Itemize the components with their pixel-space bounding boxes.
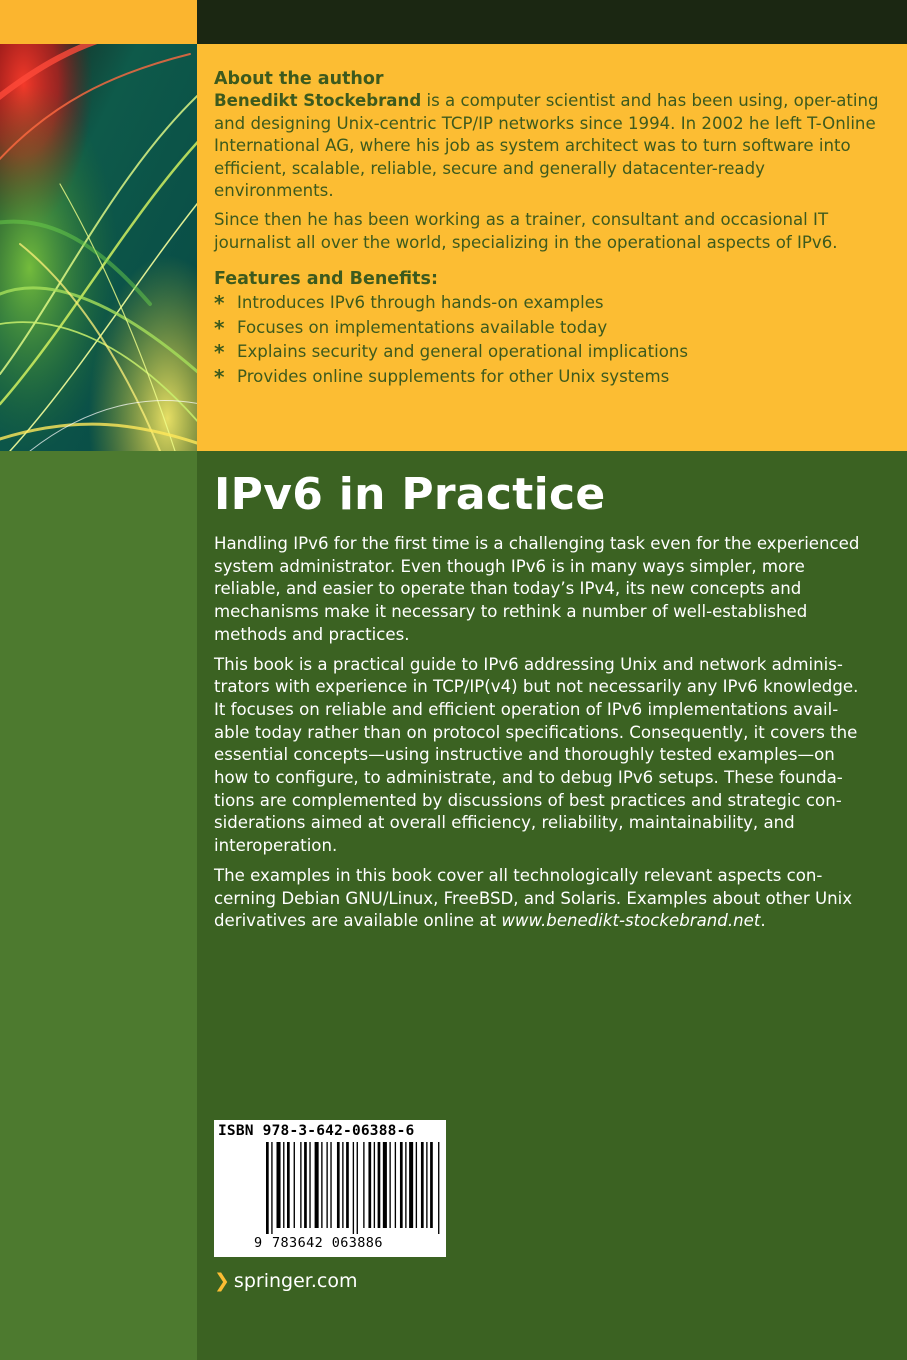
feature-item — [214, 316, 887, 341]
barcode-bar — [283, 1142, 284, 1228]
author-bio-text: is a computer scientist and has been using, oper-ating and designing Unix-centric TCP/IP networks since 1994. In 2002 he left T-Online International AG, where his job as system architect was to turn software into efficient, scalable, reliable, secure and generally datacenter-ready environments. — [214, 91, 879, 201]
barcode-bar — [357, 1142, 358, 1234]
barcode-bars — [266, 1142, 442, 1234]
publisher-link[interactable] — [214, 1269, 357, 1293]
features-heading — [214, 268, 887, 290]
barcode-bar — [426, 1142, 427, 1228]
barcode-bar — [271, 1142, 272, 1234]
author-website-link[interactable]: www.benedikt-stockebrand.net — [501, 911, 761, 931]
main-panel — [197, 451, 907, 1360]
barcode-bar — [346, 1142, 349, 1228]
author-bio-paragraph-1 — [214, 90, 887, 203]
features-heading-colon: : — [430, 269, 438, 290]
barcode-bar — [438, 1142, 439, 1234]
features-list — [214, 291, 887, 389]
barcode-bar — [395, 1142, 396, 1228]
barcode-bar — [321, 1142, 322, 1228]
barcode-bar — [326, 1142, 327, 1228]
barcode-bar — [374, 1142, 375, 1228]
light-streaks-image — [0, 44, 197, 451]
barcode-bar — [405, 1142, 406, 1228]
barcode-bar — [378, 1142, 381, 1228]
barcode-bar — [383, 1142, 387, 1228]
barcode-bar — [421, 1142, 424, 1228]
feature-item — [214, 365, 887, 390]
asterisk-bullet-icon: * — [214, 315, 225, 340]
top-dark-band — [197, 0, 907, 44]
author-bio — [214, 90, 887, 254]
description-paragraph-1: Handling IPv6 for the first time is a challenging task even for the experienced system administrator. Even though IPv6 is in many ways simpler, more reliable, and easier to operate than today’s IPv4, its new concepts and mechanisms make it necessary to rethink a number of well-established methods and practices. — [214, 534, 860, 644]
description-paragraph-3-end: . — [760, 911, 766, 931]
isbn-label: ISBN 978-3-642-06388-6 — [218, 1123, 415, 1139]
barcode-bar — [337, 1142, 340, 1228]
barcode-bar — [363, 1142, 364, 1228]
chevron-right-icon: ❯ — [214, 1270, 230, 1292]
feature-text: Introduces IPv6 through hands-on examples — [237, 293, 604, 313]
abstract-light-streaks-art — [0, 44, 197, 451]
barcode-bar — [400, 1142, 403, 1228]
isbn-barcode — [214, 1120, 446, 1257]
barcode-bar — [309, 1142, 310, 1228]
feature-text: Focuses on implementations available today — [237, 317, 608, 337]
isbn-digits: 783642 063886 — [272, 1235, 383, 1251]
feature-item — [214, 291, 887, 316]
asterisk-bullet-icon: * — [214, 364, 225, 389]
asterisk-bullet-icon: * — [214, 291, 225, 316]
description-paragraph-3-text: The examples in this book cover all technologically relevant aspects con-cerning Debian GNU/Linux, FreeBSD, and Solaris. Examples about other Unix derivatives are available online at — [214, 865, 853, 931]
book-description — [214, 533, 863, 933]
barcode-bar — [430, 1142, 433, 1228]
barcode-bar — [300, 1142, 301, 1228]
feature-text: Explains security and general operational implications — [237, 342, 689, 362]
barcode-bar — [304, 1142, 307, 1228]
book-title: IPv6 in Practice — [214, 469, 606, 520]
barcode-bar — [330, 1142, 331, 1228]
author-panel — [197, 44, 907, 451]
barcode-bar — [416, 1142, 417, 1228]
barcode-bar — [353, 1142, 354, 1234]
left-strip-top — [0, 0, 197, 44]
asterisk-bullet-icon: * — [214, 340, 225, 365]
features-heading-text: Features and Benefits — [214, 269, 431, 290]
feature-item — [214, 340, 887, 365]
barcode-bar — [368, 1142, 371, 1228]
barcode-bar — [287, 1142, 290, 1228]
barcode-bar — [342, 1142, 343, 1228]
barcode-bar — [389, 1142, 390, 1228]
barcode-bar — [266, 1142, 269, 1234]
barcode-bar — [315, 1142, 319, 1228]
author-bio-paragraph-2: Since then he has been working as a trainer, consultant and occasional IT journalist all over the world, specializing in the operational aspects of IPv6. — [214, 209, 838, 252]
author-name: Benedikt Stockebrand — [214, 91, 422, 110]
barcode-bar — [294, 1142, 295, 1228]
description-paragraph-2: This book is a practical guide to IPv6 addressing Unix and network adminis-trators with experience in TCP/IP(v4) but not necessarily any IPv6 knowledge. It focuses on reliable and efficient operation of IPv6 implementations avail-able today rather than on protocol specifications. Consequently, it covers the essential concepts—using instructive and thoroughly tested examples—on how to configure, to administrate, and to debug IPv6 setups. These founda-tions are complemented by discussions of best practices and strategic con-siderations aimed at overall efficiency, reliability, maintainability, and interoperation. — [214, 654, 859, 856]
publisher-site: springer.com — [233, 1270, 358, 1292]
barcode-bar — [277, 1142, 281, 1228]
left-strip-green — [0, 451, 197, 1360]
description-paragraph-3 — [214, 865, 863, 933]
feature-text: Provides online supplements for other Unix systems — [237, 366, 670, 386]
about-author-heading: About the author — [214, 69, 384, 89]
barcode-bar — [409, 1142, 413, 1228]
isbn-first-digit: 9 — [254, 1235, 263, 1251]
